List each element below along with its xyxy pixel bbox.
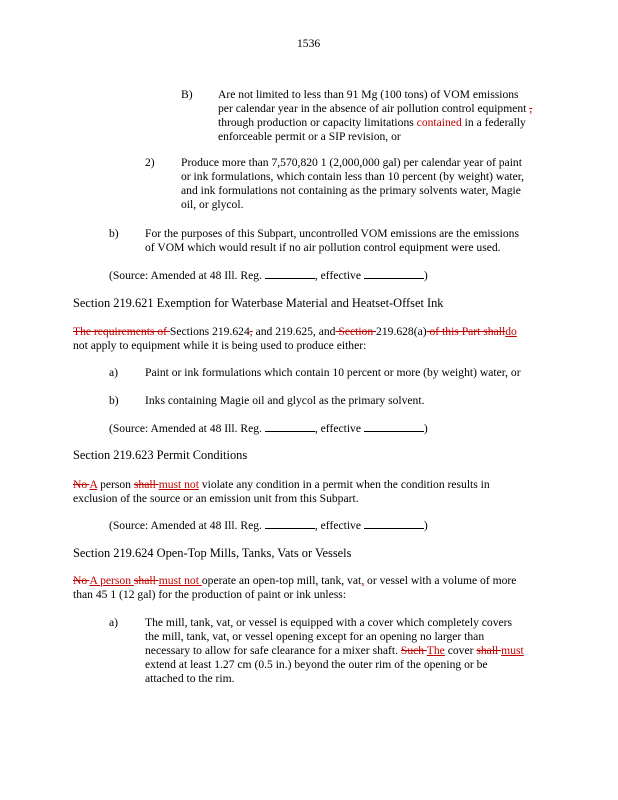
section-624-body: No A person shall must not operate an open-top mill, tank, vat, or vessel with a volume of more than 45 1 (12 gal) for the production of paint or ink unless: [73,574,517,601]
inserted-contained: contained [416,116,462,129]
section-621-body: The requirements of Sections 219.624, and 219.625, and Section 219.628(a) of this Part shalldo not apply to equipment while it is being used to produce either: [73,325,517,352]
section-623-title: Section 219.623 Permit Conditions [73,448,248,462]
item-2-text: Produce more than 7,570,820 1 (2,000,000 gal) per calendar year of paint or ink formulations, which contain less than 10 percent (by weight) water, and ink formulations not containing as the primary solvents water, Magie oil, or glycol. [181,156,525,211]
item-b-upper-label: B) [181,88,193,101]
section-621-a-text: Paint or ink formulations which contain 10 percent or more (by weight) water, or [145,366,521,379]
section-621-b-label: b) [109,394,119,407]
source-note-1: (Source: Amended at 48 Ill. Reg. , effective ) [109,269,428,282]
deleted-comma: , [529,102,533,115]
item-b-lower-label: b) [109,227,119,240]
item-b-lower-text: For the purposes of this Subpart, uncontrolled VOM emissions are the emissions of VOM which would result if no air pollution control equipment were used. [145,227,519,254]
item-b-upper-text: Are not limited to less than 91 Mg (100 tons) of VOM emissions per calendar year in the absence of air pollution control equipment , through production or capacity limitations contained in a federally enforceable permit or a SIP revision, or [218,88,533,143]
page-number: 1536 [297,37,321,50]
section-621-a-label: a) [109,366,119,379]
item-2-label: 2) [145,156,155,169]
section-621-title: Section 219.621 Exemption for Waterbase Material and Heatset-Offset Ink [73,296,444,310]
source-note-3: (Source: Amended at 48 Ill. Reg. , effective ) [109,519,428,532]
section-624-a-label: a) [109,616,119,629]
section-621-b-text: Inks containing Magie oil and glycol as the primary solvent. [145,394,425,407]
section-624-title: Section 219.624 Open-Top Mills, Tanks, Vats or Vessels [73,546,352,560]
section-624-a-text: The mill, tank, vat, or vessel is equipped with a cover which completely covers the mill, tank, vat, or vessel opening except for an opening no larger than necessary to allow for safe clearance for a mixer shaft. Such The cover shall must extend at least 1.27 cm (0.5 in.) beyond the outer rim of the opening or be attached to the rim. [145,616,524,685]
section-623-body: No A person shall must not violate any condition in a permit when the condition results in exclusion of the source or an emission unit from this Subpart. [73,478,490,505]
source-note-2: (Source: Amended at 48 Ill. Reg. , effective ) [109,422,428,435]
